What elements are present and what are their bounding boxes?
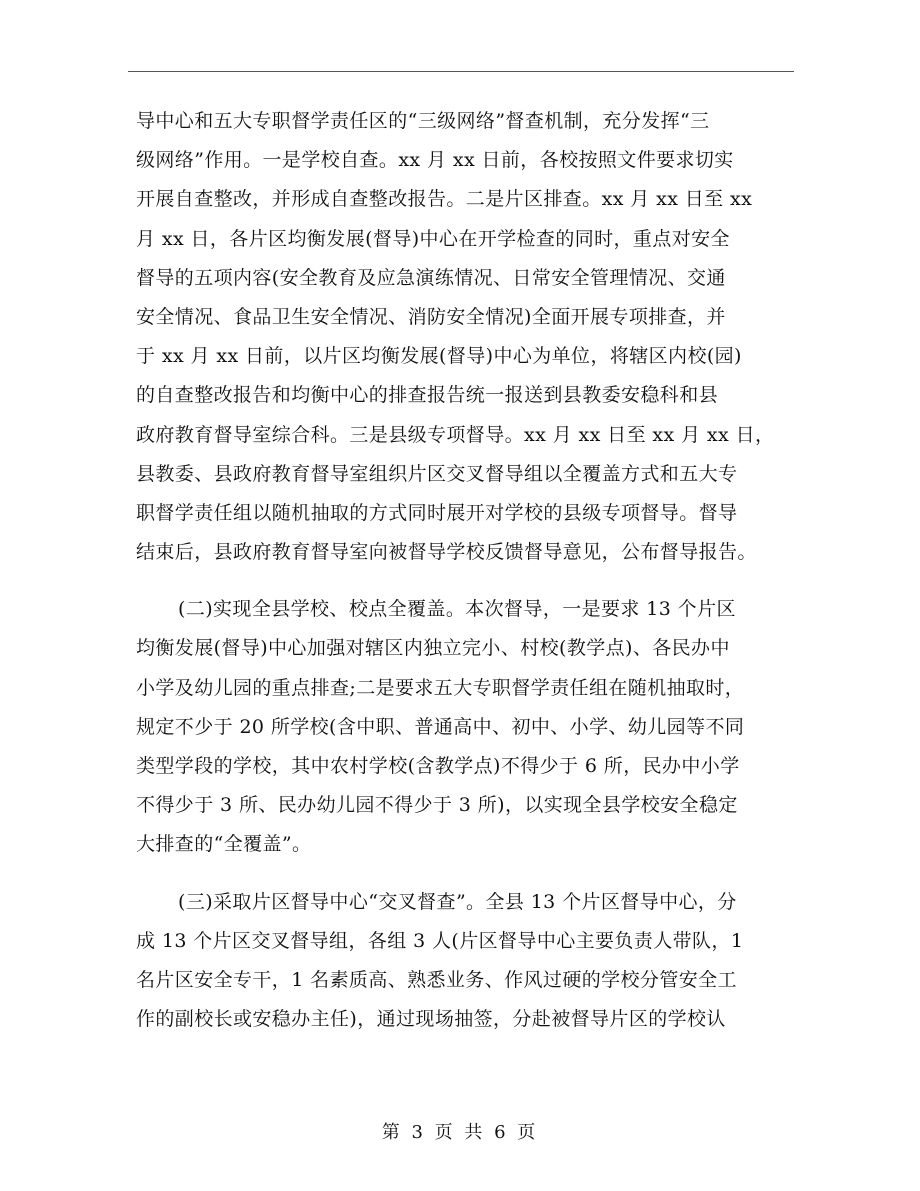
paragraph-spacer	[136, 572, 796, 590]
header-rule	[128, 71, 794, 72]
text-line: 结束后，县政府教育督导室向被督导学校反馈督导意见，公布督导报告。	[136, 541, 757, 564]
text-line: 名片区安全专干，1 名素质高、熟悉业务、作风过硬的学校分管安全工	[136, 968, 737, 991]
text-line: 安全情况、食品卫生安全情况、消防安全情况)全面开展专项排查，并	[136, 305, 726, 328]
text-line: 月 xx 日，各片区均衡发展(督导)中心在开学检查的同时，重点对安全	[136, 227, 730, 250]
text-line: 县教委、县政府教育督导室组织片区交叉督导组以全覆盖方式和五大专	[136, 462, 738, 485]
text-line: 于 xx 月 xx 日前，以片区均衡发展(督导)中心为单位，将辖区内校(园)	[136, 345, 742, 368]
text-line: 成 13 个片区交叉督导组，各组 3 人(片区督导中心主要负责人带队，1	[136, 929, 744, 952]
text-line: 均衡发展(督导)中心加强对辖区内独立完小、村校(教学点)、各民办中	[136, 637, 730, 660]
page-number: 第 3 页 共 6 页	[381, 1122, 539, 1143]
text-line: 政府教育督导室综合科。三是县级专项督导。xx 月 xx 日至 xx 月 xx 日，	[136, 423, 775, 446]
text-line: 大排查的“全覆盖”。	[136, 833, 312, 856]
text-line: 的自查整改报告和均衡中心的排查报告统一报送到县教委安稳科和县	[136, 384, 719, 407]
text-line: 作的副校长或安稳办主任)，通过现场抽签，分赴被督导片区的学校认	[136, 1008, 726, 1031]
text-line: 导中心和五大专职督学责任区的“三级网络”督查机制，充分发挥“三	[136, 110, 710, 132]
text-line: 职督学责任组以随机抽取的方式同时展开对学校的县级专项督导。督导	[136, 501, 738, 524]
paragraph-2	[136, 590, 796, 864]
text-line: 开展自查整改，并形成自查整改报告。二是片区排查。xx 月 xx 日至 xx	[136, 188, 753, 211]
text-line: 小学及幼儿园的重点排查;二是要求五大专职督学责任组在随机抽取时，	[136, 676, 745, 699]
text-line: 级网络”作用。一是学校自查。xx 月 xx 日前，各校按照文件要求切实	[136, 149, 734, 172]
paragraph-3	[136, 883, 796, 1040]
paragraph-spacer	[136, 865, 796, 883]
paragraph-1	[136, 102, 796, 572]
text-line: 规定不少于 20 所学校(含中职、普通高中、初中、小学、幼儿园等不同	[136, 715, 745, 738]
text-line: (三)采取片区督导中心“交叉督查”。全县 13 个片区督导中心，分	[178, 890, 737, 913]
document-body	[136, 102, 796, 1039]
text-line: (二)实现全县学校、校点全覆盖。本次督导，一是要求 13 个片区	[178, 598, 736, 621]
text-line: 类型学段的学校，其中农村学校(含教学点)不得少于 6 所，民办中小学	[136, 755, 740, 777]
text-line: 督导的五项内容(安全教育及应急演练情况、日常安全管理情况、交通	[136, 266, 726, 289]
text-line: 不得少于 3 所、民办幼儿园不得少于 3 所)，以实现全县学校安全稳定	[136, 794, 738, 817]
